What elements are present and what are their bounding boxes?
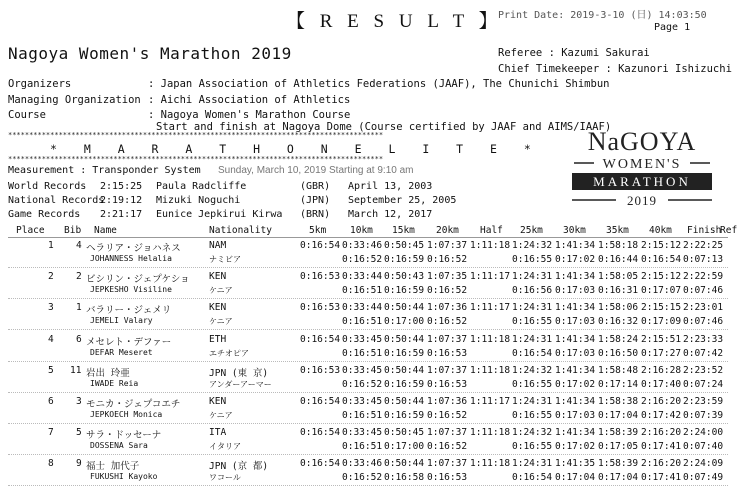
- place: 4: [48, 333, 54, 345]
- runner-name-english: JEPKESHO Visiline: [90, 285, 172, 295]
- lap-time: 0:16:51: [342, 347, 383, 359]
- lap-time: 0:17:03: [555, 316, 596, 328]
- split-time: 2:16:28: [641, 364, 682, 376]
- split-time: 1:07:37: [427, 458, 468, 470]
- logo-line-4: 2019: [627, 193, 657, 208]
- lap-time: 0:16:58: [384, 472, 425, 484]
- course-detail: Start and finish at Nagoya Dome (Course certified by JAAF and AIMS/IAAF): [156, 121, 612, 133]
- record-time: 2:15:25: [100, 181, 143, 192]
- header-place: Place: [16, 225, 45, 236]
- split-time: 2:24:00: [683, 427, 724, 439]
- split-time: 1:24:32: [512, 427, 553, 439]
- lap-time: 0:07:49: [683, 472, 724, 484]
- split-time: 0:33:45: [342, 396, 383, 407]
- split-time: 0:33:45: [342, 333, 383, 345]
- header-ref: Ref: [720, 225, 738, 236]
- place: 6: [48, 396, 54, 407]
- logo-line-3: MARATHON: [593, 174, 691, 189]
- split-time: 1:07:37: [427, 427, 468, 439]
- record-date: April 13, 2003: [348, 181, 433, 192]
- runner-name-english: DOSSENA Sara: [90, 441, 148, 451]
- header-25km: 25km: [520, 225, 543, 236]
- split-time: 1:58:39: [598, 458, 639, 470]
- record-name: Eunice Jepkirui Kirwa: [156, 209, 283, 220]
- split-time: 0:16:53: [300, 271, 341, 283]
- record-date: September 25, 2005: [348, 195, 457, 206]
- nationality-japanese: ナミビア: [209, 255, 241, 264]
- nationality: KEN: [209, 271, 227, 283]
- record-label: Game Records: [8, 209, 81, 220]
- nationality: JPN (京 都): [209, 461, 269, 473]
- lap-time: 0:17:27: [641, 347, 682, 359]
- lap-time: 0:16:54: [512, 347, 553, 359]
- lap-time: 0:17:03: [555, 285, 596, 297]
- bib: 3: [76, 396, 82, 407]
- nationality: ITA: [209, 427, 227, 439]
- nationality-japanese: ワコール: [209, 473, 241, 483]
- bib: 5: [76, 427, 82, 439]
- lap-time: 0:16:52: [342, 378, 383, 390]
- split-time: 1:24:32: [512, 364, 553, 376]
- split-time: 1:58:05: [598, 271, 639, 283]
- bib: 4: [76, 240, 82, 251]
- lap-time: 0:17:14: [598, 378, 639, 390]
- split-time: 1:11:17: [470, 302, 511, 314]
- place: 8: [48, 458, 54, 470]
- lap-time: 0:07:42: [683, 347, 724, 359]
- nagoya-womens-marathon-logo: [566, 126, 718, 210]
- measurement: Measurement : Transponder System: [8, 165, 201, 176]
- header-30km: 30km: [563, 225, 586, 236]
- split-time: 1:07:35: [427, 271, 468, 283]
- split-time: 2:15:12: [641, 271, 682, 283]
- header-20km: 20km: [436, 225, 459, 236]
- split-time: 1:07:37: [427, 240, 468, 251]
- bib: 6: [76, 333, 82, 345]
- lap-time: 0:07:24: [683, 378, 724, 390]
- split-time: 1:11:18: [470, 240, 511, 251]
- lap-time: 0:17:02: [555, 254, 596, 265]
- lap-time: 0:16:55: [512, 254, 553, 265]
- split-time: 0:16:53: [300, 302, 341, 314]
- split-time: 0:33:44: [342, 271, 383, 283]
- nationality-japanese: ケニア: [209, 317, 233, 327]
- lap-time: 0:16:44: [598, 254, 639, 265]
- split-time: 1:11:17: [470, 271, 511, 283]
- header-bib: Bib: [64, 225, 82, 236]
- lap-time: 0:16:52: [427, 441, 468, 453]
- nationality-japanese: アンダーアーマー: [209, 379, 272, 389]
- lap-time: 0:16:51: [342, 316, 383, 328]
- split-time: 1:24:31: [512, 396, 553, 407]
- split-time: 1:41:34: [555, 333, 596, 345]
- header-half: Half: [480, 225, 503, 236]
- split-time: 1:07:37: [427, 333, 468, 345]
- page-number: Page 1: [654, 22, 691, 33]
- managing-label: Managing Organization: [8, 94, 141, 106]
- runner-name-japanese: バラリー・ジェメリ: [86, 305, 172, 317]
- bib: 11: [70, 364, 82, 376]
- lap-time: 0:16:55: [512, 441, 553, 453]
- split-time: 2:23:52: [683, 364, 724, 376]
- row-divider: [8, 267, 728, 268]
- lap-time: 0:07:39: [683, 410, 724, 421]
- lap-time: 0:17:42: [641, 410, 682, 421]
- runner-name-english: JEMELI Valary: [90, 316, 153, 326]
- split-time: 0:50:44: [384, 396, 425, 407]
- lap-time: 0:17:04: [598, 410, 639, 421]
- lap-time: 0:17:04: [555, 472, 596, 484]
- lap-time: 0:16:52: [342, 472, 383, 484]
- split-time: 1:24:31: [512, 458, 553, 470]
- referee: Referee : Kazumi Sakurai: [498, 47, 650, 59]
- lap-time: 0:16:55: [512, 378, 553, 390]
- nationality-japanese: イタリア: [209, 442, 241, 452]
- runner-name-japanese: 岩出 玲亜: [86, 367, 130, 379]
- header-divider: [8, 237, 728, 238]
- lap-time: 0:17:07: [641, 285, 682, 297]
- place: 3: [48, 302, 54, 314]
- lap-time: 0:16:54: [641, 254, 682, 265]
- split-time: 0:33:45: [342, 364, 383, 376]
- split-time: 0:16:54: [300, 427, 341, 439]
- lap-time: 0:17:04: [598, 472, 639, 484]
- record-time: 2:19:12: [100, 195, 143, 206]
- bib: 1: [76, 302, 82, 314]
- lap-time: 0:16:59: [384, 254, 425, 265]
- split-time: 0:16:54: [300, 396, 341, 407]
- lap-time: 0:16:51: [342, 441, 383, 453]
- split-time: 0:50:44: [384, 364, 425, 376]
- header-5km: 5km: [309, 225, 327, 236]
- nationality-japanese: エチオピア: [209, 348, 249, 358]
- header-35km: 35km: [606, 225, 629, 236]
- split-time: 1:41:34: [555, 271, 596, 283]
- split-time: 1:07:37: [427, 364, 468, 376]
- place: 1: [48, 240, 54, 251]
- split-time: 0:16:53: [300, 364, 341, 376]
- bib: 2: [76, 271, 82, 283]
- nationality: NAM: [209, 240, 227, 251]
- split-time: 1:11:18: [470, 458, 511, 470]
- record-date: March 12, 2017: [348, 209, 433, 220]
- event-name: * M A R A T H O N E L I T E *: [50, 142, 541, 156]
- split-time: 1:07:36: [427, 396, 468, 407]
- split-time: 0:50:44: [384, 333, 425, 345]
- row-divider: [8, 329, 728, 330]
- lap-time: 0:16:54: [512, 472, 553, 484]
- lap-time: 0:16:59: [384, 285, 425, 297]
- lap-time: 0:16:52: [427, 410, 468, 421]
- race-title: Nagoya Women's Marathon 2019: [8, 44, 292, 63]
- lap-time: 0:17:41: [641, 441, 682, 453]
- split-time: 2:15:15: [641, 302, 682, 314]
- lap-time: 0:16:31: [598, 285, 639, 297]
- runner-name-english: FUKUSHI Kayoko: [90, 472, 158, 482]
- split-time: 2:22:59: [683, 271, 724, 283]
- lap-time: 0:16:53: [427, 378, 468, 390]
- split-time: 2:16:20: [641, 396, 682, 407]
- stars-divider-bottom: *****************************************************************************************: [8, 155, 384, 163]
- logo-line-2: WOMEN'S: [602, 157, 682, 172]
- split-time: 1:41:34: [555, 240, 596, 251]
- start-info: Sunday, March 10, 2019 Starting at 9:10 am: [218, 165, 414, 176]
- split-time: 1:41:34: [555, 427, 596, 439]
- record-country: (JPN): [300, 195, 331, 206]
- row-divider: [8, 423, 728, 424]
- place: 7: [48, 427, 54, 439]
- lap-time: 0:16:52: [427, 285, 468, 297]
- lap-time: 0:16:51: [342, 285, 383, 297]
- header-40km: 40km: [649, 225, 672, 236]
- lap-time: 0:07:46: [683, 316, 724, 328]
- logo-line-1: NaGOYA: [587, 127, 697, 156]
- split-time: 1:58:18: [598, 240, 639, 251]
- split-time: 1:11:18: [470, 364, 511, 376]
- split-time: 0:50:45: [384, 427, 425, 439]
- split-time: 2:24:09: [683, 458, 724, 470]
- lap-time: 0:16:51: [342, 410, 383, 421]
- lap-time: 0:07:13: [683, 254, 724, 265]
- split-time: 1:24:31: [512, 333, 553, 345]
- lap-time: 0:07:46: [683, 285, 724, 297]
- nationality: KEN: [209, 302, 227, 314]
- runner-name-english: JEPKOECH Monica: [90, 410, 163, 419]
- runner-name-english: JOHANNESS Helalia: [90, 254, 172, 263]
- header-name: Name: [94, 225, 117, 236]
- split-time: 1:58:38: [598, 396, 639, 407]
- record-name: Mizuki Noguchi: [156, 195, 241, 206]
- row-divider: [8, 298, 728, 299]
- record-country: (GBR): [300, 181, 331, 192]
- organizers-label: Organizers: [8, 78, 72, 90]
- row-divider: [8, 361, 728, 362]
- split-time: 1:58:48: [598, 364, 639, 376]
- split-time: 2:23:59: [683, 396, 724, 407]
- split-time: 0:50:43: [384, 271, 425, 283]
- row-divider: [8, 392, 728, 393]
- split-time: 1:11:18: [470, 427, 511, 439]
- place: 5: [48, 364, 54, 376]
- split-time: 1:24:31: [512, 271, 553, 283]
- lap-time: 0:16:32: [598, 316, 639, 328]
- lap-time: 0:17:00: [384, 316, 425, 328]
- lap-time: 0:17:03: [555, 347, 596, 359]
- split-time: 2:15:51: [641, 333, 682, 345]
- split-time: 1:41:34: [555, 396, 596, 407]
- header-10km: 10km: [350, 225, 373, 236]
- place: 2: [48, 271, 54, 283]
- header-finish: Finish: [687, 225, 722, 236]
- lap-time: 0:17:05: [598, 441, 639, 453]
- record-country: (BRN): [300, 209, 331, 220]
- split-time: 1:58:24: [598, 333, 639, 345]
- lap-time: 0:16:50: [598, 347, 639, 359]
- lap-time: 0:17:00: [384, 441, 425, 453]
- lap-time: 0:16:59: [384, 378, 425, 390]
- runner-name-japanese: モニカ・ジェプコエチ: [86, 399, 181, 410]
- managing-value: : Aichi Association of Athletics: [148, 94, 351, 106]
- split-time: 0:50:45: [384, 240, 425, 251]
- chief-timekeeper: Chief Timekeeper : Kazunori Ishizuchi: [498, 63, 732, 75]
- lap-time: 0:16:59: [384, 347, 425, 359]
- split-time: 0:16:54: [300, 333, 341, 345]
- runner-name-japanese: 福士 加代子: [86, 461, 140, 473]
- split-time: 1:41:34: [555, 364, 596, 376]
- lap-time: 0:17:02: [555, 378, 596, 390]
- split-time: 0:16:54: [300, 240, 341, 251]
- result-title: 【 R E S U L T 】: [286, 11, 503, 32]
- lap-time: 0:16:55: [512, 410, 553, 421]
- nationality-japanese: ケニア: [209, 411, 233, 420]
- row-divider: [8, 454, 728, 455]
- split-time: 1:11:17: [470, 396, 511, 407]
- lap-time: 0:16:55: [512, 316, 553, 328]
- record-name: Paula Radcliffe: [156, 181, 247, 192]
- record-label: World Records: [8, 181, 87, 192]
- record-label: National Records: [8, 195, 105, 206]
- lap-time: 0:16:56: [512, 285, 553, 297]
- split-time: 0:33:46: [342, 458, 383, 470]
- course-value: : Nagoya Women's Marathon Course: [148, 109, 351, 121]
- lap-time: 0:17:41: [641, 472, 682, 484]
- lap-time: 0:16:53: [427, 472, 468, 484]
- split-time: 2:16:20: [641, 427, 682, 439]
- lap-time: 0:16:52: [427, 254, 468, 265]
- split-time: 0:50:44: [384, 458, 425, 470]
- split-time: 1:24:32: [512, 240, 553, 251]
- nationality: KEN: [209, 396, 227, 407]
- lap-time: 0:17:09: [641, 316, 682, 328]
- runner-name-japanese: メセレト・デファー: [86, 336, 172, 348]
- record-time: 2:21:17: [100, 209, 143, 220]
- lap-time: 0:07:40: [683, 441, 724, 453]
- split-time: 1:58:06: [598, 302, 639, 314]
- lap-time: 0:17:02: [555, 441, 596, 453]
- split-time: 0:33:46: [342, 240, 383, 251]
- runner-name-japanese: ビシリン・ジェプケショ: [86, 274, 190, 286]
- runner-name-english: DEFAR Meseret: [90, 347, 153, 357]
- split-time: 1:41:35: [555, 458, 596, 470]
- split-time: 2:15:12: [641, 240, 682, 251]
- nationality: JPN (東 京): [209, 367, 269, 379]
- lap-time: 0:16:59: [384, 410, 425, 421]
- split-time: 2:23:01: [683, 302, 724, 314]
- header-15km: 15km: [392, 225, 415, 236]
- lap-time: 0:16:53: [427, 347, 468, 359]
- split-time: 2:22:25: [683, 240, 724, 251]
- lap-time: 0:17:03: [555, 410, 596, 421]
- split-time: 1:07:36: [427, 302, 468, 314]
- runner-name-japanese: サラ・ドッセーナ: [86, 430, 162, 442]
- split-time: 0:50:44: [384, 302, 425, 314]
- split-time: 2:23:33: [683, 333, 724, 345]
- runner-name-english: IWADE Reia: [90, 378, 139, 388]
- split-time: 0:33:45: [342, 427, 383, 439]
- bib: 9: [76, 458, 82, 470]
- split-time: 1:41:34: [555, 302, 596, 314]
- lap-time: 0:16:52: [427, 316, 468, 328]
- course-label: Course: [8, 109, 46, 121]
- split-time: 0:33:44: [342, 302, 383, 314]
- lap-time: 0:16:52: [342, 254, 383, 265]
- organizers-value: : Japan Association of Athletics Federations (JAAF), The Chunichi Shimbun: [148, 78, 610, 90]
- runner-name-japanese: ヘラリア・ジョハネス: [86, 243, 181, 254]
- split-time: 0:16:54: [300, 458, 341, 470]
- header-nationality: Nationality: [209, 225, 272, 236]
- split-time: 1:58:39: [598, 427, 639, 439]
- stars-divider-top: *****************************************************************************************: [8, 131, 384, 139]
- nationality: ETH: [209, 333, 227, 345]
- split-time: 1:11:18: [470, 333, 511, 345]
- nationality-japanese: ケニア: [209, 286, 233, 296]
- print-date: Print Date: 2019-3-10 (日) 14:03:50: [498, 10, 707, 21]
- split-time: 1:24:31: [512, 302, 553, 314]
- lap-time: 0:17:40: [641, 378, 682, 390]
- logo-graphic: [566, 126, 718, 210]
- split-time: 2:16:20: [641, 458, 682, 470]
